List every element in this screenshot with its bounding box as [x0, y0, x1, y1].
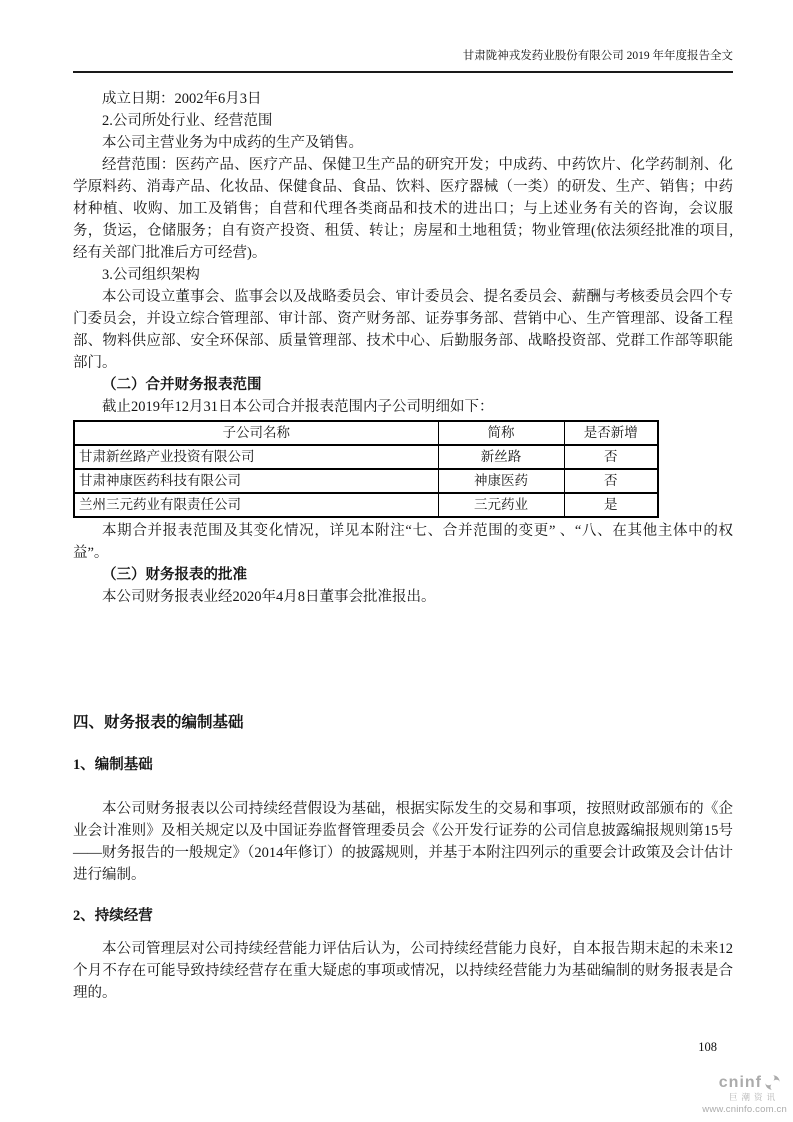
statement-approval-line: 本公司财务报表业经2020年4月8日董事会批准报出。 — [102, 589, 436, 605]
main-business-line: 本公司主营业务为中成药的生产及销售。 — [102, 135, 363, 151]
short-name-cell: 新丝路 — [438, 445, 564, 469]
org-structure-line: 3.公司组织架构 — [102, 267, 200, 283]
column-header-short-name: 简称 — [438, 421, 564, 445]
established-date-line: 成立日期：2002年6月3日 — [102, 91, 262, 107]
business-scope-paragraph: 经营范围：医药产品、医疗产品、保健卫生产品的研究开发；中成药、中药饮片、化学药制剂、化学原料药、消毒产品、化妆品、保健食品、食品、饮料、医疗器械（一类）的研发、生产、销售；中药材种植、收购、加工及销售；自营和代理各类商品和技术的进出口；与上述业务有关的咨询，会议服务，货运，仓储服务；自有资产投资、租赁、转让；房屋和土地租赁；物业管理(依法须经批准的项目,经有关部门批准后方可经营)。 — [73, 157, 733, 261]
subsidiaries-table — [73, 420, 659, 518]
newly-added-cell: 否 — [564, 469, 658, 493]
page-header — [73, 46, 733, 73]
newly-added-cell: 是 — [564, 493, 658, 517]
cninfo-brand-text: cninf — [718, 1073, 762, 1091]
preparation-basis-paragraph: 本公司财务报表以公司持续经营假设为基础，根据实际发生的交易和事项，按照财政部颁布的《企业会计准则》及相关规定以及中国证券监督管理委员会《公开发行证券的公司信息披露编报规则第15号——财务报告的一般规定》（2014年修订）的披露规则，并基于本附注四列示的重要会计政策及会计估计进行编制。 — [73, 801, 733, 883]
table-row — [74, 445, 658, 469]
org-structure-paragraph: 本公司设立董事会、监事会以及战略委员会、审计委员会、提名委员会、薪酬与考核委员会四个专门委员会，并设立综合管理部、审计部、资产财务部、证券事务部、营销中心、生产管理部、设备工程部、物料供应部、安全环保部、质量管理部、技术中心、后勤服务部、战略投资部、党群工作部等职能部门。 — [73, 289, 733, 371]
subsidiary-name-cell: 兰州三元药业有限责任公司 — [74, 493, 438, 517]
cninfo-url: www.cninfo.com.cn — [702, 1103, 787, 1115]
going-concern-heading: 2、持续经营 — [73, 908, 153, 924]
document-body — [73, 88, 733, 1004]
cninfo-swirl-icon — [764, 1074, 781, 1091]
scope-intro-line: 截止2019年12月31日本公司合并报表范围内子公司明细如下： — [102, 399, 494, 415]
page-number: 108 — [698, 1040, 717, 1054]
report-title: 甘肃陇神戎发药业股份有限公司 2019 年年度报告全文 — [462, 50, 733, 62]
column-header-newly-added: 是否新增 — [564, 421, 658, 445]
consolidation-scope-heading: （二）合并财务报表范围 — [102, 377, 262, 393]
short-name-cell: 神康医药 — [438, 469, 564, 493]
cninfo-chinese-name: 巨潮资讯 — [728, 1092, 779, 1102]
section-4-heading: 四、财务报表的编制基础 — [73, 714, 244, 731]
scope-change-paragraph: 本期合并报表范围及其变化情况，详见本附注“七、合并范围的变更” 、“八、在其他主体中的权益”。 — [73, 523, 733, 561]
industry-scope-line: 2.公司所处行业、经营范围 — [102, 113, 273, 129]
table-header-row — [74, 421, 658, 445]
preparation-basis-heading: 1、编制基础 — [73, 757, 153, 773]
subsidiary-name-cell: 甘肃新丝路产业投资有限公司 — [74, 445, 438, 469]
column-header-subsidiary-name: 子公司名称 — [74, 421, 438, 445]
statement-approval-heading: （三）财务报表的批准 — [102, 567, 247, 583]
cninfo-brand-row — [677, 1074, 787, 1091]
table-row — [74, 469, 658, 493]
going-concern-paragraph: 本公司管理层对公司持续经营能力评估后认为，公司持续经营能力良好，自本报告期末起的未来12个月不存在可能导致持续经营存在重大疑虑的事项或情况，以持续经营能力为基础编制的财务报表是合理的。 — [73, 941, 733, 1001]
table-row — [74, 493, 658, 517]
cninfo-logo — [677, 1074, 787, 1114]
subsidiary-name-cell: 甘肃神康医药科技有限公司 — [74, 469, 438, 493]
short-name-cell: 三元药业 — [438, 493, 564, 517]
newly-added-cell: 否 — [564, 445, 658, 469]
